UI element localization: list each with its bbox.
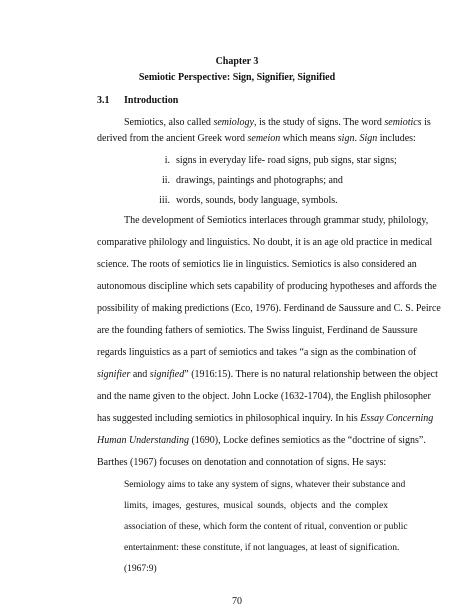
text-run-italic: signifier	[97, 369, 131, 380]
list-item	[0, 175, 474, 187]
main-paragraph-line: autonomous discipline which sets capability of producing hypotheses and affords the	[97, 281, 437, 292]
block-quote-citation: (1967:9)	[124, 564, 157, 574]
text-run-italic: Essay Concerning	[360, 413, 434, 424]
text-run: derived from the ancient Greek word	[97, 133, 248, 144]
text-run: (1690), Locke defines semiotics as the “doctrine of signs”.	[188, 435, 426, 446]
list-item-number: iii.	[159, 195, 170, 206]
main-paragraph-line: and the name given to the object. John Locke (1632-1704), the English philosopher	[97, 391, 431, 402]
main-paragraph-line	[97, 369, 438, 381]
text-run: Semiotics, also called	[124, 117, 214, 128]
main-paragraph-line: are the founding fathers of semiotics. The Swiss linguist, Ferdinand de Saussure	[97, 325, 418, 336]
page-number: 70	[232, 596, 242, 607]
main-paragraph-line: possibility of making predictions (Eco, 1976). Ferdinand de Saussure and C. S. Peirce	[97, 303, 441, 314]
list-item-text: words, sounds, body language, symbols.	[176, 195, 338, 206]
block-quote-line: limits, images, gestures, musical sounds, objects and the complex	[124, 501, 388, 511]
chapter-title: Semiotic Perspective: Sign, Signifier, Signified	[138, 72, 336, 83]
text-run-italic: semiotics	[384, 117, 422, 128]
list-item	[0, 155, 474, 167]
text-run: ” (1916:15). There is no natural relationship between the object	[184, 369, 438, 380]
block-quote-line: Semiology aims to take any system of signs, whatever their substance and	[124, 480, 406, 490]
list-item-number: ii.	[161, 175, 170, 186]
main-paragraph-line: science. The roots of semiotics lie in linguistics. Semiotics is also considered an	[97, 259, 417, 270]
text-run-italic: sign	[337, 133, 355, 144]
main-paragraph-line	[97, 435, 426, 447]
text-run-italic: Human Understanding	[97, 435, 189, 446]
list-item-number: i.	[164, 155, 170, 166]
text-run: is	[421, 117, 431, 128]
text-run: .	[354, 133, 360, 144]
main-paragraph-line: comparative philology and linguistics. No doubt, it is an age old practice in medical	[97, 237, 433, 248]
list-item-text: drawings, paintings and photographs; and	[176, 175, 343, 186]
intro-paragraph-line	[97, 133, 416, 145]
section-title: Introduction	[124, 95, 179, 106]
block-quote-line: entertainment: these constitute, if not languages, at least of signification.	[124, 543, 400, 553]
main-paragraph-line: Barthes (1967) focuses on denotation and connotation of signs. He says:	[97, 457, 387, 468]
text-run: which means	[280, 133, 338, 144]
main-paragraph-line: The development of Semiotics interlaces through grammar study, philology,	[124, 215, 429, 226]
block-quote-line: association of these, which form the content of ritual, convention or public	[124, 522, 408, 532]
main-paragraph-line: regards linguistics as a part of semiotics and takes “a sign as the combination of	[97, 347, 417, 358]
text-run-italic: semeion	[247, 133, 281, 144]
text-run-italic: Sign	[359, 133, 378, 144]
text-run: includes:	[377, 133, 416, 144]
chapter-label: Chapter 3	[215, 56, 259, 67]
text-run: , is the study of signs. The word	[253, 117, 385, 128]
section-number: 3.1	[97, 95, 110, 106]
list-item-text: signs in everyday life- road signs, pub signs, star signs;	[176, 155, 397, 166]
text-run: and	[130, 369, 150, 380]
list-item	[0, 195, 474, 207]
text-run-italic: signified	[149, 369, 185, 380]
text-run-italic: semiology	[213, 117, 254, 128]
main-paragraph-line	[97, 413, 434, 425]
intro-paragraph-line	[124, 117, 431, 129]
text-run: has suggested including semiotics in philosophical inquiry. In his	[97, 413, 361, 424]
